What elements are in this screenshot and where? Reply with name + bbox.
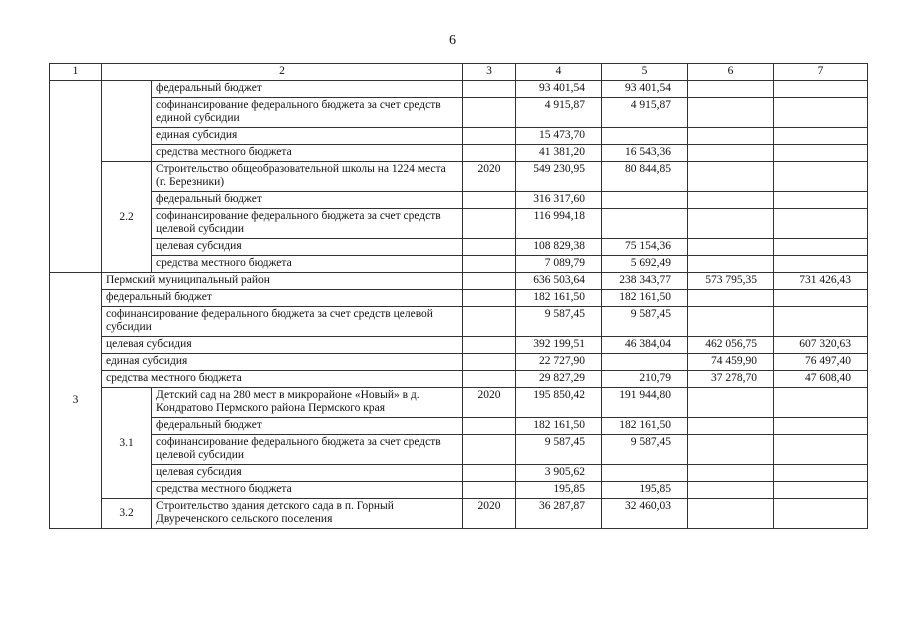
row-value-4: 116 994,18 [516,209,602,239]
row-value-6: 74 459,90 [688,354,774,371]
row-name: средства местного бюджета [152,482,463,499]
row-value-7 [774,162,868,192]
subgroup-number-2-2: 2.2 [102,162,152,273]
row-value-6 [688,162,774,192]
table-row [50,128,868,145]
row-value-5: 5 692,49 [602,256,688,273]
row-value-5: 80 844,85 [602,162,688,192]
table-row [50,290,868,307]
row-value-6 [688,388,774,418]
row-value-5 [602,465,688,482]
row-name: целевая субсидия [102,337,463,354]
row-value-4: 41 381,20 [516,145,602,162]
row-value-7 [774,98,868,128]
row-value-5: 182 161,50 [602,290,688,307]
table-row [50,371,868,388]
table-row [50,482,868,499]
subgroup-number-3-2: 3.2 [102,499,152,529]
row-value-4: 22 727,90 [516,354,602,371]
row-year [463,192,516,209]
row-year [463,354,516,371]
row-value-4: 182 161,50 [516,290,602,307]
row-value-5 [602,128,688,145]
row-value-7 [774,128,868,145]
row-value-4: 182 161,50 [516,418,602,435]
row-year [463,145,516,162]
row-value-5: 195,85 [602,482,688,499]
row-name: Пермский муниципальный район [102,273,463,290]
row-value-7 [774,465,868,482]
row-value-5: 9 587,45 [602,307,688,337]
row-year [463,273,516,290]
row-name: Детский сад на 280 мест в микрорайоне «Новый» в д. Кондратово Пермского района Пермского края [152,388,463,418]
row-value-4: 549 230,95 [516,162,602,192]
row-value-6 [688,499,774,529]
row-value-6 [688,145,774,162]
header-cell-2: 2 [102,64,463,81]
row-name: целевая субсидия [152,239,463,256]
row-value-7 [774,482,868,499]
row-value-7 [774,209,868,239]
table-row [50,162,868,192]
row-value-5: 9 587,45 [602,435,688,465]
subgroup-number-3-1: 3.1 [102,388,152,499]
row-value-4: 316 317,60 [516,192,602,209]
row-value-4: 4 915,87 [516,98,602,128]
row-value-7 [774,435,868,465]
row-value-7: 731 426,43 [774,273,868,290]
header-cell-4: 4 [516,64,602,81]
row-value-7 [774,307,868,337]
table-row [50,354,868,371]
row-value-7: 607 320,63 [774,337,868,354]
row-value-6 [688,192,774,209]
row-value-7 [774,239,868,256]
row-value-5 [602,192,688,209]
row-name: софинансирование федерального бюджета за счет средств целевой субсидии [152,435,463,465]
header-row [50,64,868,81]
budget-table [49,63,868,529]
row-value-6 [688,307,774,337]
row-name: целевая субсидия [152,465,463,482]
row-value-4: 195,85 [516,482,602,499]
table-row [50,192,868,209]
row-value-4: 636 503,64 [516,273,602,290]
group-number-3: 3 [50,273,102,529]
row-value-4: 9 587,45 [516,307,602,337]
row-name: единая субсидия [102,354,463,371]
row-year [463,256,516,273]
row-value-5: 32 460,03 [602,499,688,529]
row-value-5: 93 401,54 [602,81,688,98]
row-value-4: 392 199,51 [516,337,602,354]
row-value-6 [688,290,774,307]
table-row [50,418,868,435]
table-row [50,145,868,162]
row-year [463,81,516,98]
row-value-7 [774,81,868,98]
header-cell-5: 5 [602,64,688,81]
row-year: 2020 [463,162,516,192]
row-value-6: 462 056,75 [688,337,774,354]
row-year [463,371,516,388]
row-year [463,482,516,499]
row-name: средства местного бюджета [102,371,463,388]
row-name: средства местного бюджета [152,145,463,162]
row-value-6 [688,435,774,465]
row-value-4: 15 473,70 [516,128,602,145]
row-value-6 [688,256,774,273]
row-value-7 [774,388,868,418]
row-value-7 [774,192,868,209]
table-row [50,435,868,465]
row-value-4: 9 587,45 [516,435,602,465]
row-value-5: 191 944,80 [602,388,688,418]
table-row [50,81,868,98]
row-year [463,128,516,145]
row-year: 2020 [463,388,516,418]
subgroup-number-cell [102,81,152,162]
row-value-4: 36 287,87 [516,499,602,529]
row-value-6: 573 795,35 [688,273,774,290]
row-value-5: 210,79 [602,371,688,388]
row-name: единая субсидия [152,128,463,145]
table-row [50,209,868,239]
row-value-7 [774,290,868,307]
row-value-7: 76 497,40 [774,354,868,371]
row-year [463,239,516,256]
row-value-6: 37 278,70 [688,371,774,388]
table-row [50,307,868,337]
row-name: федеральный бюджет [152,418,463,435]
row-value-6 [688,128,774,145]
row-value-4: 29 827,29 [516,371,602,388]
row-value-4: 7 089,79 [516,256,602,273]
row-value-6 [688,239,774,256]
table-row [50,273,868,290]
row-value-6 [688,418,774,435]
row-year [463,435,516,465]
row-year: 2020 [463,499,516,529]
row-value-4: 93 401,54 [516,81,602,98]
row-value-6 [688,81,774,98]
page-number: 6 [449,33,456,48]
row-value-7 [774,145,868,162]
row-value-4: 195 850,42 [516,388,602,418]
table-row [50,465,868,482]
row-value-5: 182 161,50 [602,418,688,435]
row-value-4: 108 829,38 [516,239,602,256]
row-name: софинансирование федерального бюджета за счет средств единой субсидии [152,98,463,128]
row-value-6 [688,98,774,128]
table-row [50,499,868,529]
group-number-cell [50,81,102,273]
row-name: федеральный бюджет [152,81,463,98]
row-value-5: 4 915,87 [602,98,688,128]
row-name: Строительство здания детского сада в п. Горный Двуреченского сельского поселения [152,499,463,529]
row-name: федеральный бюджет [102,290,463,307]
row-value-6 [688,465,774,482]
table-row [50,98,868,128]
row-year [463,209,516,239]
table-row [50,239,868,256]
row-value-6 [688,209,774,239]
row-value-7: 47 608,40 [774,371,868,388]
row-name: федеральный бюджет [152,192,463,209]
row-year [463,98,516,128]
row-value-7 [774,256,868,273]
row-value-5: 75 154,36 [602,239,688,256]
row-name: софинансирование федерального бюджета за счет средств целевой субсидии [102,307,463,337]
row-value-6 [688,482,774,499]
row-value-5: 16 543,36 [602,145,688,162]
row-name: Строительство общеобразовательной школы на 1224 места (г. Березники) [152,162,463,192]
row-value-4: 3 905,62 [516,465,602,482]
header-cell-3: 3 [463,64,516,81]
header-cell-7: 7 [774,64,868,81]
row-value-5: 46 384,04 [602,337,688,354]
row-value-5 [602,209,688,239]
header-cell-6: 6 [688,64,774,81]
row-value-7 [774,499,868,529]
header-cell-1: 1 [50,64,102,81]
row-value-5: 238 343,77 [602,273,688,290]
row-year [463,465,516,482]
row-name: средства местного бюджета [152,256,463,273]
table-row [50,337,868,354]
row-year [463,418,516,435]
row-value-7 [774,418,868,435]
row-year [463,337,516,354]
table-row [50,388,868,418]
row-year [463,290,516,307]
row-year [463,307,516,337]
row-value-5 [602,354,688,371]
row-name: софинансирование федерального бюджета за счет средств целевой субсидии [152,209,463,239]
table-row [50,256,868,273]
